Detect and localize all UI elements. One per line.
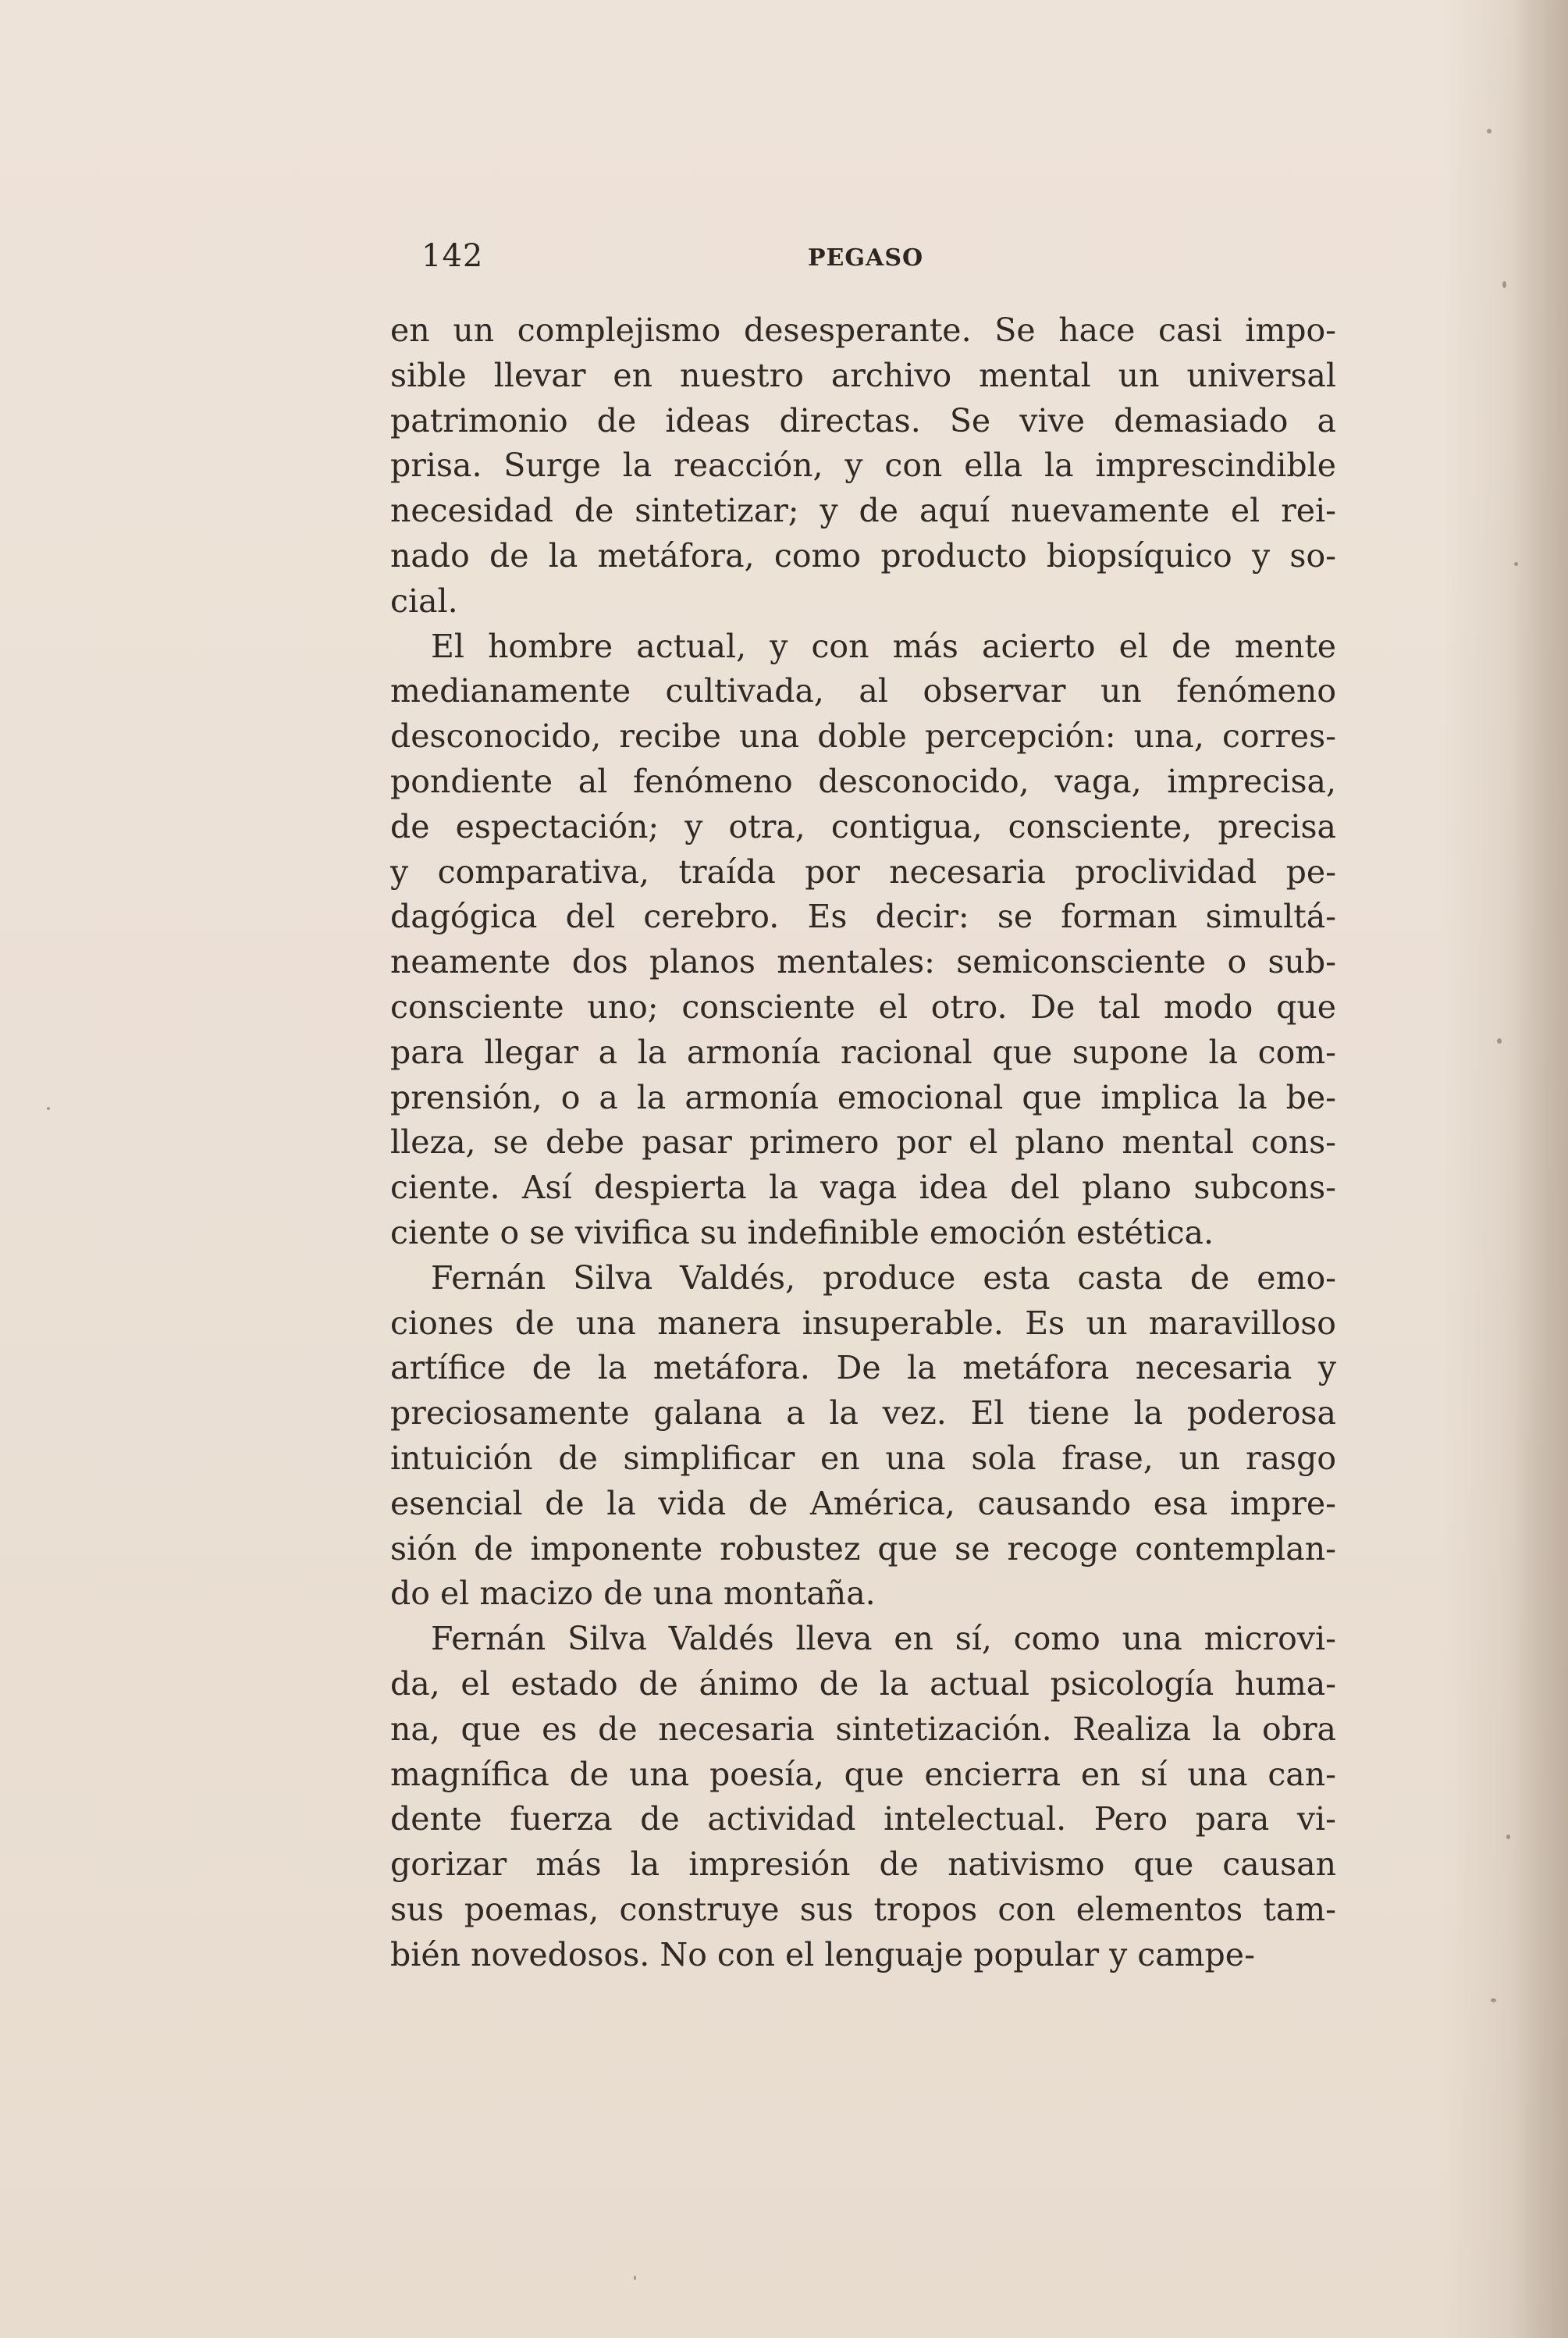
text-line: lleza, se debe pasar primero por el plano mental cons- <box>390 1123 1336 1162</box>
text-line: neamente dos planos mentales: semiconsciente o sub- <box>390 943 1336 981</box>
text-line: artífice de la metáfora. De la metáfora necesaria y <box>390 1349 1336 1387</box>
text-line: patrimonio de ideas directas. Se vive demasiado a <box>390 401 1336 439</box>
paper-speck <box>1491 1998 1496 2002</box>
paper-speck <box>1502 281 1506 288</box>
text-line: Fernán Silva Valdés lleva en sí, como una microvi- <box>431 1620 1336 1658</box>
paragraph <box>390 625 1336 1256</box>
text-line: medianamente cultivada, al observar un fenómeno <box>390 672 1336 710</box>
paper-speck <box>1487 129 1492 133</box>
paper-speck <box>1506 1834 1510 1839</box>
paper-speck <box>634 2276 636 2280</box>
text-line: magnífica de una poesía, que encierra en sí una can- <box>390 1755 1336 1793</box>
text-line: ciente. Así despierta la vaga idea del plano subcons- <box>390 1169 1336 1207</box>
text-line: prensión, o a la armonía emocional que implica la be- <box>390 1078 1336 1116</box>
running-title: PEGASO <box>808 244 924 272</box>
paper-speck <box>1514 562 1518 566</box>
paragraph <box>390 1617 1336 1977</box>
text-line: El hombre actual, y con más acierto el de mente <box>431 627 1336 665</box>
text-line: de espectación; y otra, contigua, consciente, precisa <box>390 807 1336 845</box>
text-line: ciones de una manera insuperable. Es un maravilloso <box>390 1304 1336 1342</box>
paper-speck <box>47 1107 50 1110</box>
text-line: consciente uno; consciente el otro. De tal modo que <box>390 988 1336 1026</box>
page-edge-shadow <box>1513 0 1568 2338</box>
text-line: pondiente al fenómeno desconocido, vaga, imprecisa, <box>390 762 1336 800</box>
text-line: y comparativa, traída por necesaria proclividad pe- <box>390 852 1336 891</box>
text-line: dagógica del cerebro. Es decir: se forman simultá- <box>390 898 1336 936</box>
text-line: ciente o se vivifica su indefinible emoción estética. <box>390 1213 1214 1251</box>
text-line: sus poemas, construye sus tropos con elementos tam- <box>390 1890 1336 1928</box>
text-line: nado de la metáfora, como producto biopsíquico y so- <box>390 536 1336 575</box>
text-line: prisa. Surge la reacción, y con ella la imprescindible <box>390 447 1336 485</box>
page-number: 142 <box>421 238 484 274</box>
text-line: dente fuerza de actividad intelectual. Pero para vi- <box>390 1800 1336 1838</box>
text-line: sión de imponente robustez que se recoge contemplan- <box>390 1529 1336 1568</box>
text-line: preciosamente galana a la vez. El tiene la poderosa <box>390 1394 1336 1432</box>
text-line: cial. <box>390 582 458 620</box>
text-line: na, que es de necesaria sintetización. Realiza la obra <box>390 1710 1336 1748</box>
text-line: Fernán Silva Valdés, produce esta casta de emo- <box>431 1258 1336 1297</box>
text-line: gorizar más la impresión de nativismo que causan <box>390 1845 1336 1884</box>
text-line: sible llevar en nuestro archivo mental un universal <box>390 356 1336 394</box>
text-line: bién novedosos. No con el lenguaje popular y campe- <box>390 1935 1255 1973</box>
page-header <box>390 238 1327 285</box>
body-text <box>390 308 1336 1977</box>
paragraph <box>390 308 1336 625</box>
text-line: necesidad de sintetizar; y de aquí nuevamente el rei- <box>390 492 1336 530</box>
text-line: desconocido, recibe una doble percepción: una, corres- <box>390 717 1336 756</box>
paper-speck <box>1497 1038 1502 1044</box>
paragraph <box>390 1256 1336 1617</box>
text-line: do el macizo de una montaña. <box>390 1575 876 1613</box>
text-line: en un complejismo desesperante. Se hace casi impo- <box>390 311 1336 349</box>
text-line: intuición de simplificar en una sola frase, un rasgo <box>390 1439 1336 1477</box>
text-line: da, el estado de ánimo de la actual psicología huma- <box>390 1664 1336 1703</box>
text-line: esencial de la vida de América, causando esa impre- <box>390 1484 1336 1522</box>
text-line: para llegar a la armonía racional que supone la com- <box>390 1033 1336 1071</box>
